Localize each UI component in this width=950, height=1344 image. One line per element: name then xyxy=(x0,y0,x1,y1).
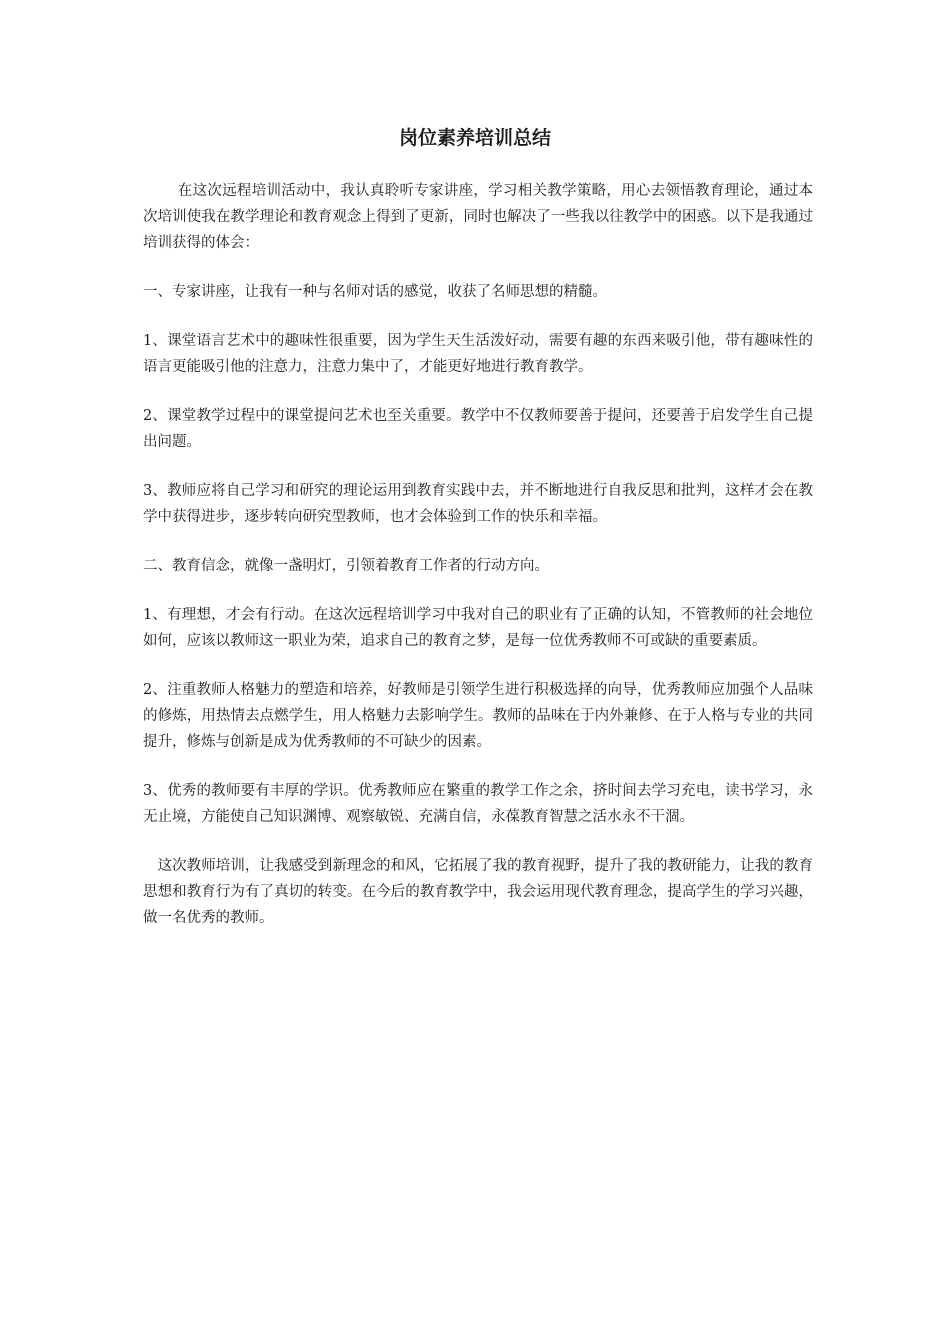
section-1-item-2: 2、课堂教学过程中的课堂提问艺术也至关重要。教学中不仅教师要善于提问，还要善于启发学生自己提出问题。 xyxy=(143,408,813,450)
section-2-item-3: 3、优秀的教师要有丰厚的学识。优秀教师应在繁重的教学工作之余，挤时间去学习充电，读书学习，永无止境，方能使自己知识渊博、观察敏锐、充满自信，永葆教育智慧之活水永不干涸。 xyxy=(143,783,813,825)
document-title: 岗位素养培训总结 xyxy=(398,127,551,149)
intro-paragraph: 在这次远程培训活动中，我认真聆听专家讲座，学习相关教学策略，用心去领悟教育理论，通过本次培训使我在教学理论和教育观念上得到了更新，同时也解决了一些我以往教学中的困惑。以下是我通过培训获得的体会： xyxy=(143,183,813,251)
section-2-item-2: 2、注重教师人格魅力的塑造和培养，好教师是引领学生进行积极选择的向导，优秀教师应加强个人品味的修炼，用热情去点燃学生，用人格魅力去影响学生。教师的品味在于内外兼修、在于人格与专业的共同提升，修炼与创新是成为优秀教师的不可缺少的因素。 xyxy=(143,682,813,750)
document-body xyxy=(143,178,813,954)
section-heading-1: 一、专家讲座，让我有一种与名师对话的感觉，收获了名师思想的精髓。 xyxy=(143,284,607,300)
section-1-item-3: 3、教师应将自己学习和研究的理论运用到教育实践中去，并不断地进行自我反思和批判，这样才会在教学中获得进步，逐步转向研究型教师，也才会体验到工作的快乐和幸福。 xyxy=(143,483,813,525)
section-1-item-1: 1、课堂语言艺术中的趣味性很重要，因为学生天生活泼好动，需要有趣的东西来吸引他，带有趣味性的语言更能吸引他的注意力，注意力集中了，才能更好地进行教育教学。 xyxy=(143,333,813,375)
closing-paragraph: 这次教师培训，让我感受到新理念的和风，它拓展了我的教育视野，提升了我的教研能力，让我的教育思想和教育行为有了真切的转变。在今后的教育教学中，我会运用现代教育理念，提高学生的学习兴趣，做一名优秀的教师。 xyxy=(143,858,813,926)
section-2-item-1: 1、有理想，才会有行动。在这次远程培训学习中我对自己的职业有了正确的认知，不管教师的社会地位如何，应该以教师这一职业为荣，追求自己的教育之梦，是每一位优秀教师不可或缺的重要素质。 xyxy=(143,607,813,649)
section-heading-2: 二、教育信念，就像一盏明灯，引领着教育工作者的行动方向。 xyxy=(143,558,549,574)
